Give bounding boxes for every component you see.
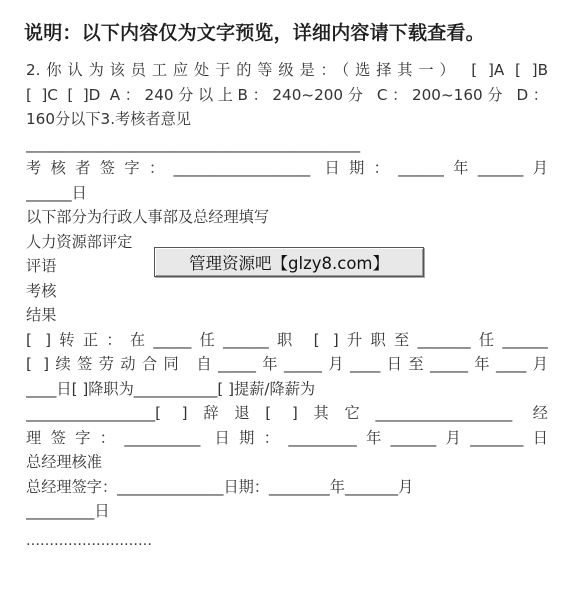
text-line: 理签字：__________ 日期：_________年______月_______日: [26, 428, 548, 447]
text-line: 人力资源部评定: [26, 232, 133, 251]
text-line: 以下部分为行政人事部及总经理填写: [26, 208, 269, 226]
text-line: 考核者签字：__________________ 日期：______年______月: [26, 159, 548, 177]
text-line: 结果: [26, 306, 57, 324]
text-line: ______日: [26, 183, 87, 202]
ellipsis-continuation: ………………………: [26, 533, 152, 549]
text-line: _________日: [26, 502, 110, 520]
preview-notice-title: 说明：以下内容仅为文字预览，详细内容请下载查看。: [24, 22, 485, 44]
text-line: 2.你认为该员工应处于的等级是：（选择其一） [ ]A [ ]B: [26, 61, 548, 79]
text-line: 160分以下3.考核者意见: [26, 110, 191, 128]
text-line: ____日[ ]降职为___________[ ]提薪/降薪为: [26, 379, 316, 398]
site-watermark-banner: 管理资源吧【glzy8.com】: [154, 247, 424, 277]
document-body: [26, 58, 548, 524]
text-line: [ ]续签劳动合同 自_____年_____月____日至_____年____月: [26, 355, 548, 373]
text-line: 评语: [26, 257, 57, 275]
text-line: 总经理核准: [26, 453, 102, 471]
text-line: 考核: [26, 281, 57, 300]
text-line: [ ]C [ ]D A：240分以上B：240~200分 C：200~160分 D：: [26, 85, 548, 104]
text-line: _________________[ ]辞退[ ]其它__________________ 经: [26, 404, 548, 422]
text-line: 总经理签字：______________日期：________年_______月: [26, 477, 414, 496]
text-line: [ ]转正：在_____任______职 [ ]升职至_______任______: [26, 330, 548, 349]
text-line: ____________________________________________: [26, 134, 361, 153]
